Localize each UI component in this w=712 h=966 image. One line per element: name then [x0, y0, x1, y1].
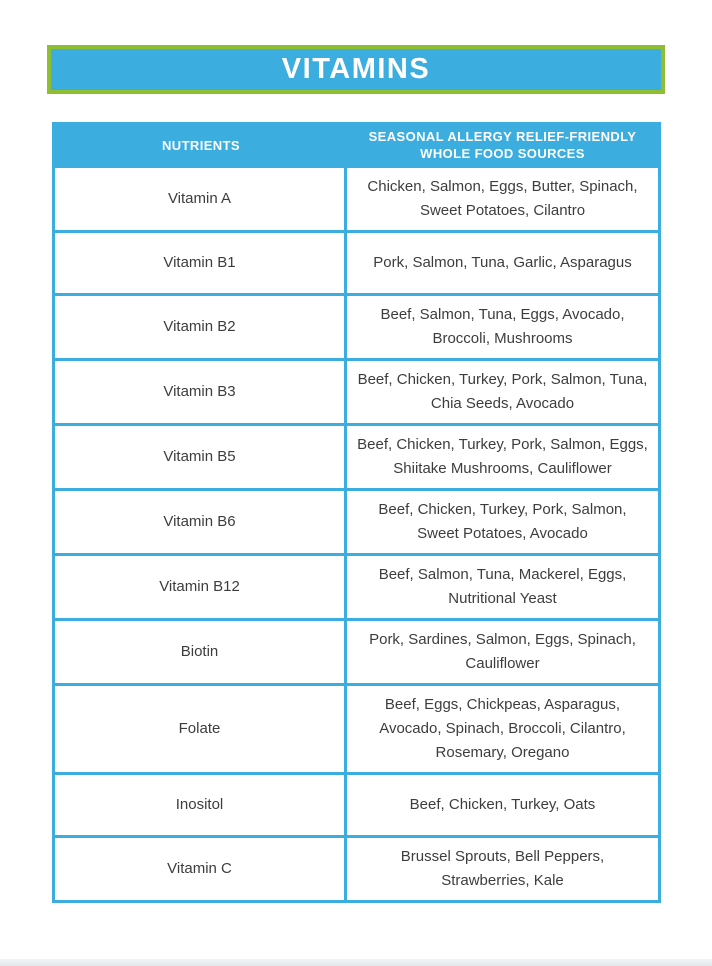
sources-cell: Pork, Sardines, Salmon, Eggs, Spinach, Cauliflower: [369, 631, 636, 672]
nutrient-cell: Vitamin B5: [55, 426, 347, 488]
sources-cell: Beef, Eggs, Chickpeas, Asparagus, Avocado, Spinach, Broccoli, Cilantro, Rosemary, Oregano: [379, 696, 626, 761]
sources-cell: Beef, Salmon, Tuna, Eggs, Avocado, Broccoli, Mushrooms: [380, 306, 625, 347]
nutrient-cell: Vitamin A: [55, 168, 347, 230]
page-edge-strip: [0, 959, 712, 966]
table-row: [55, 358, 658, 423]
nutrient-cell: Vitamin B6: [55, 491, 347, 553]
nutrient-cell: Biotin: [55, 621, 347, 683]
table-row: [55, 230, 658, 293]
sources-cell: Beef, Chicken, Turkey, Oats: [409, 796, 596, 813]
table-row: [55, 423, 658, 488]
sources-cell: Beef, Chicken, Turkey, Pork, Salmon, Tuna, Chia Seeds, Avocado: [357, 371, 648, 412]
table-row: [55, 293, 658, 358]
nutrient-cell: Vitamin B12: [55, 556, 347, 618]
nutrient-cell: Vitamin B2: [55, 296, 347, 358]
table-row: [55, 488, 658, 553]
vitamins-table: [52, 122, 661, 903]
title-banner: [47, 45, 665, 94]
table-row: [55, 835, 658, 900]
nutrient-cell: Vitamin C: [55, 838, 347, 900]
table-row: [55, 553, 658, 618]
page-title: VITAMINS: [281, 53, 431, 85]
table-row: [55, 165, 658, 230]
header-nutrients: NUTRIENTS: [162, 137, 240, 153]
nutrient-cell: Folate: [55, 686, 347, 772]
sources-cell: Pork, Salmon, Tuna, Garlic, Asparagus: [373, 254, 632, 271]
sources-cell: Brussel Sprouts, Bell Peppers, Strawberries, Kale: [400, 848, 605, 889]
table-row: [55, 683, 658, 772]
sources-cell: Chicken, Salmon, Eggs, Butter, Spinach, Sweet Potatoes, Cilantro: [367, 178, 638, 219]
table-body: [55, 165, 658, 900]
table-row: [55, 772, 658, 835]
nutrient-cell: Vitamin B1: [55, 233, 347, 293]
table-header-row: [55, 125, 658, 165]
table-row: [55, 618, 658, 683]
sources-cell: Beef, Salmon, Tuna, Mackerel, Eggs, Nutritional Yeast: [378, 566, 627, 607]
nutrient-cell: Vitamin B3: [55, 361, 347, 423]
header-food-sources: SEASONAL ALLERGY RELIEF-FRIENDLY WHOLE FOOD SOURCES: [368, 129, 637, 161]
sources-cell: Beef, Chicken, Turkey, Pork, Salmon, Eggs, Shiitake Mushrooms, Cauliflower: [357, 436, 648, 477]
nutrient-cell: Inositol: [55, 775, 347, 835]
sources-cell: Beef, Chicken, Turkey, Pork, Salmon, Sweet Potatoes, Avocado: [378, 501, 627, 542]
